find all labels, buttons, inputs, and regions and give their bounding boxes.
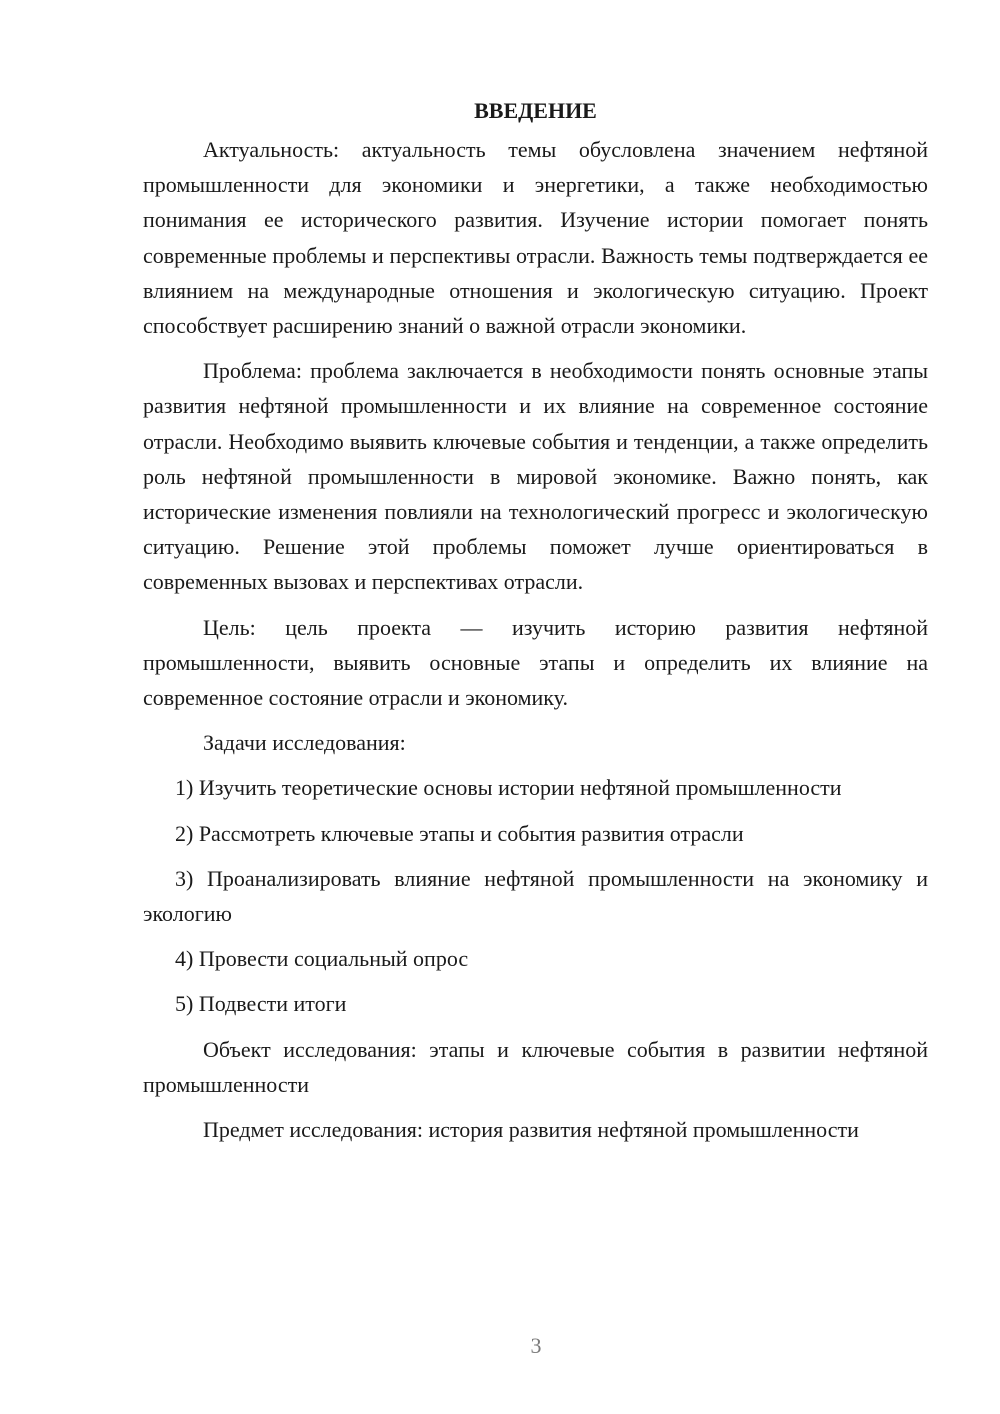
task-item-3: 3) Проанализировать влияние нефтяной промышленности на экономику и экологию: [143, 865, 928, 927]
task-item-4: 4) Провести социальный опрос: [175, 946, 469, 972]
page-title: ВВЕДЕНИЕ: [474, 98, 597, 123]
page-body: [143, 93, 928, 1157]
page-number: 3: [530, 1333, 542, 1358]
paragraph-goal: Цель: цель проекта — изучить историю развития нефтяной промышленности, выявить основные этапы и определить их влияние на современное состояние отрасли и экономику.: [143, 614, 928, 711]
paragraph-relevance: Актуальность: актуальность темы обусловлена значением нефтяной промышленности для экономики и энергетики, а также необходимостью понимания ее исторического развития. Изучение истории помогает понять современные проблемы и перспективы отрасли. Важность темы подтверждается ее влиянием на международные отношения и экологическую ситуацию. Проект способствует расширению знаний о важной отрасли экономики.: [143, 137, 928, 339]
tasks-heading: Задачи исследования:: [203, 730, 406, 756]
paragraph-object: Объект исследования: этапы и ключевые события в развитии нефтяной промышленности: [143, 1036, 928, 1097]
paragraph-subject: Предмет исследования: история развития нефтяной промышленности: [203, 1117, 859, 1143]
task-item-1: 1) Изучить теоретические основы истории нефтяной промышленности: [175, 775, 842, 801]
task-item-2: 2) Рассмотреть ключевые этапы и события развития отрасли: [175, 820, 744, 846]
task-item-5: 5) Подвести итоги: [175, 991, 347, 1017]
paragraph-problem: Проблема: проблема заключается в необходимости понять основные этапы развития нефтяной промышленности и их влияние на современное состояние отрасли. Необходимо выявить ключевые события и тенденции, а также определить роль нефтяной промышленности в мировой экономике. Важно понять, как исторические изменения повлияли на технологический прогресс и экологическую ситуацию. Решение этой проблемы поможет лучше ориентироваться в современных вызовах и перспективах отрасли.: [143, 358, 928, 595]
